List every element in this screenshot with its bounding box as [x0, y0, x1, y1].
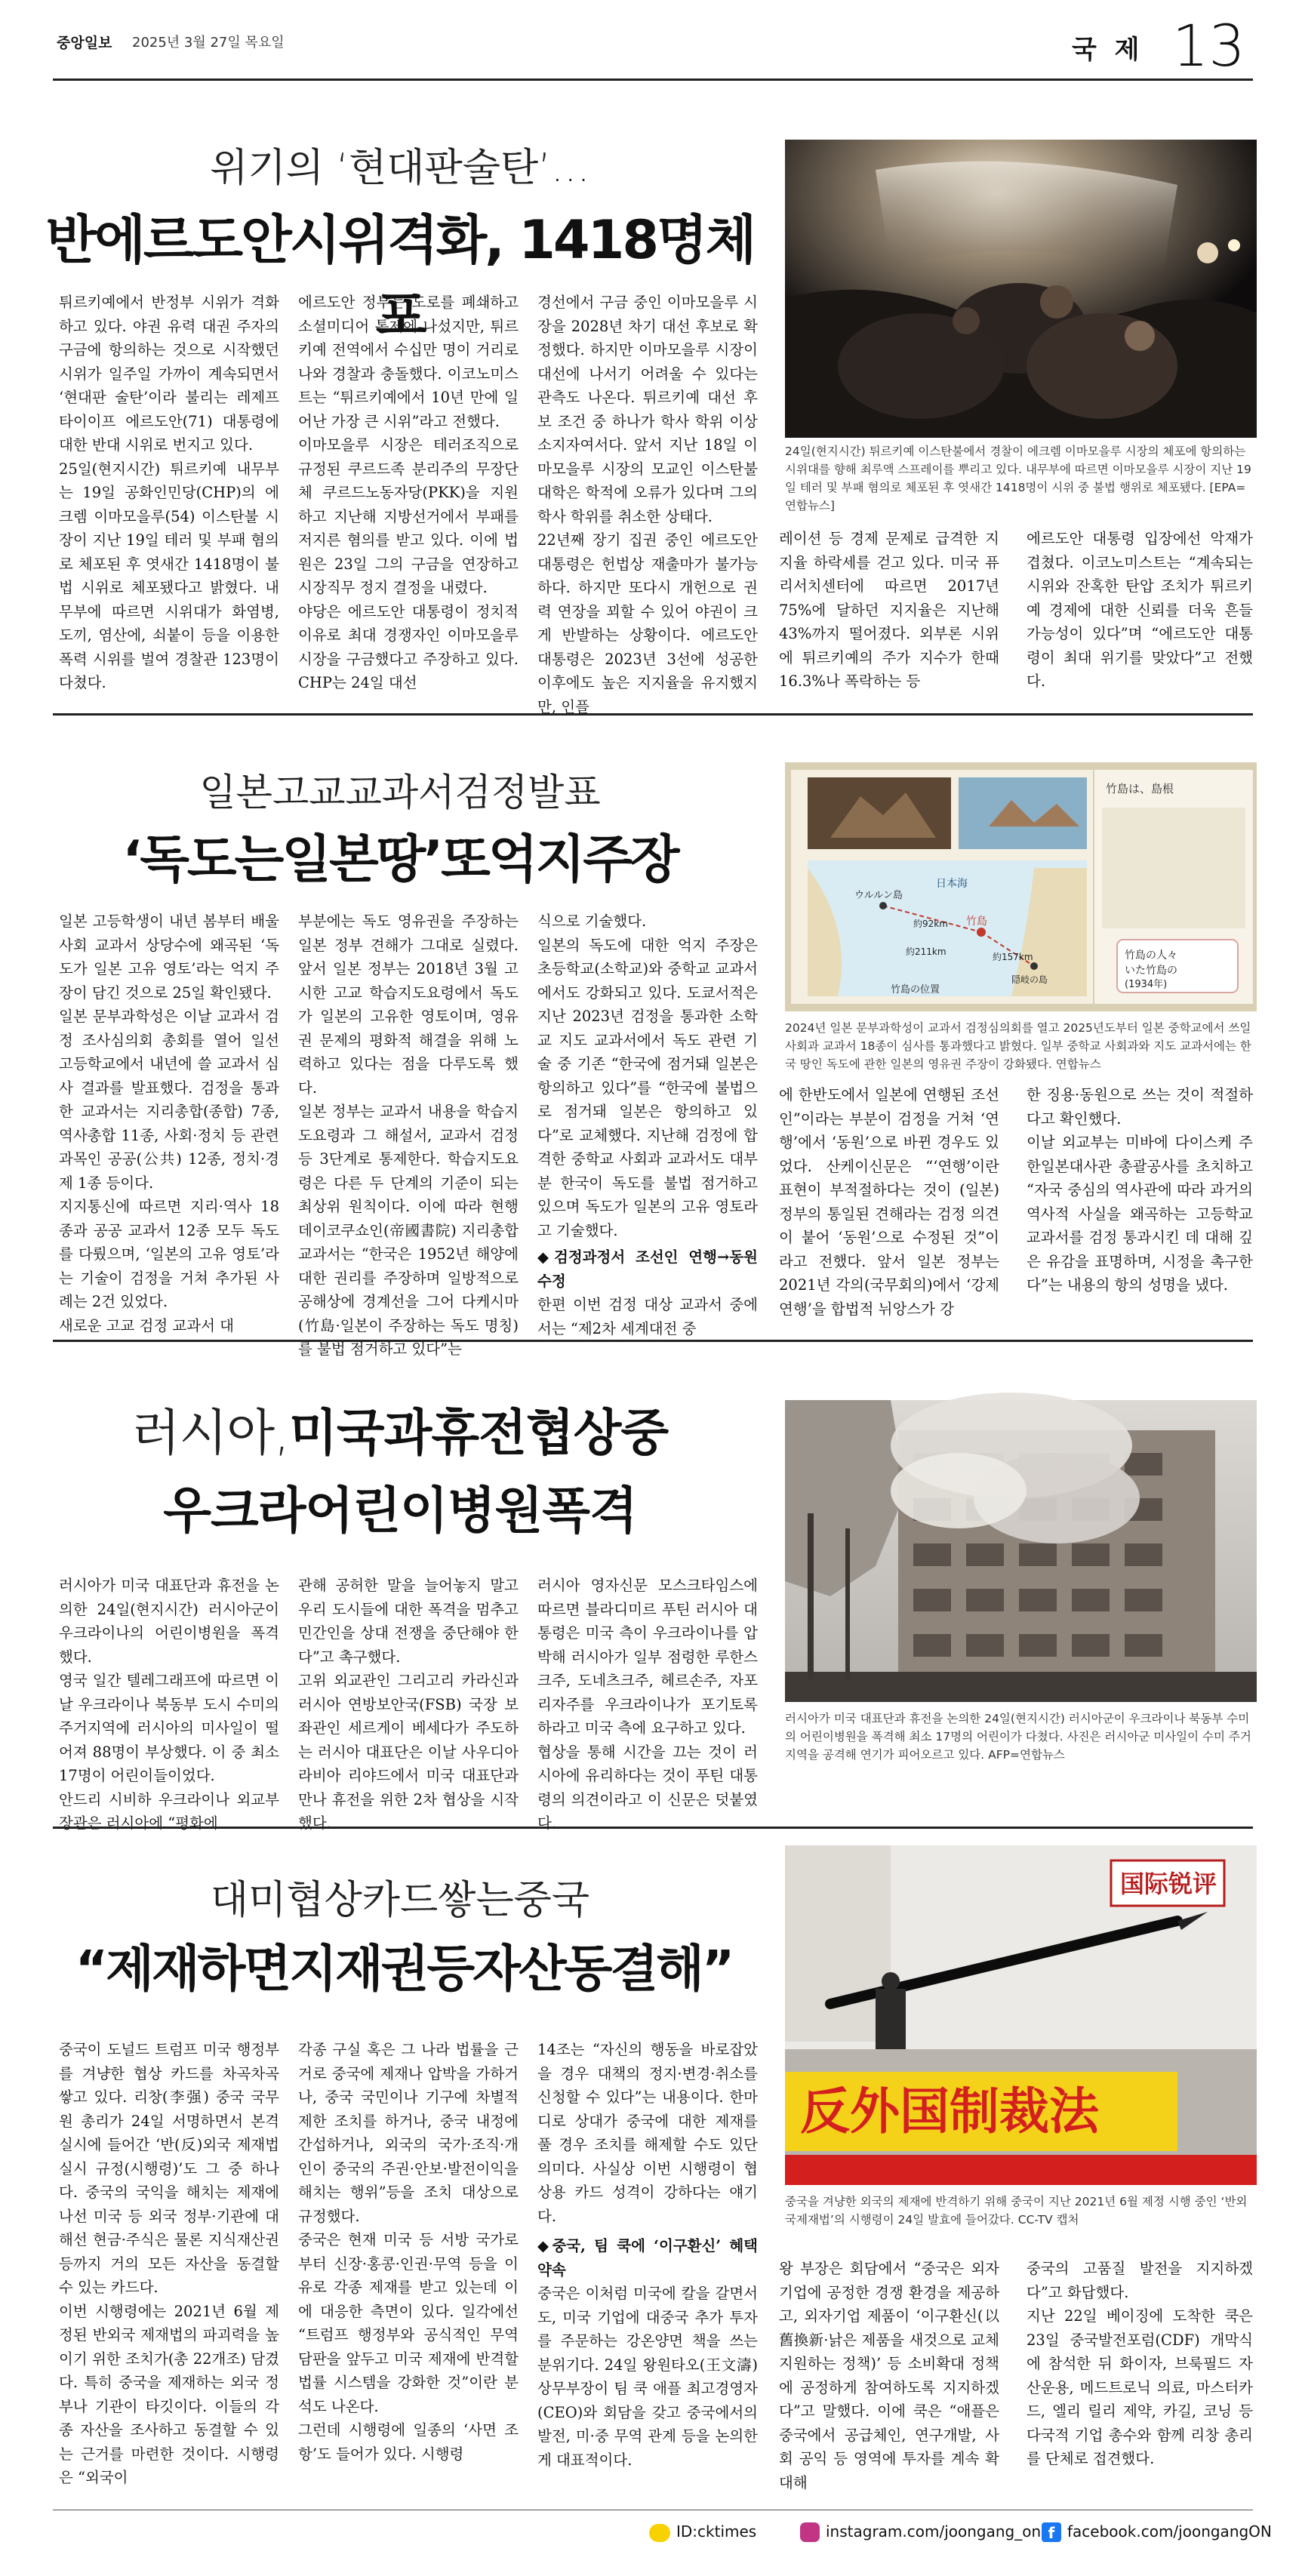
article2-subhead: ◆검정과정서 조선인 연행→동원 수정: [537, 1248, 758, 1290]
article2-column-3b: 한편 이번 검정 대상 교과서 중에서는 “제2차 세계대전 중: [537, 1296, 758, 1337]
article2-bottom-rule: [53, 1340, 1253, 1342]
sanctions-law-caption: 중국을 겨냥한 외국의 제재에 반격하기 위해 중국이 지난 2021년 6월 제정 시행 중인 ‘반외국제재법’의 시행령이 24일 발효에 들어갔다. CC-TV 캡처: [785, 2195, 1248, 2227]
article4-column-3b: 중국은 이처럼 미국에 칼을 갈면서도, 미국 기업에 대중국 추가 투자를 주문하는 강온양면 책을 쓰는 분위기다. 24일 왕원타오(王文濤) 상무부장이 팀 쿡 애플 최고경영자(CEO)와 회담을 갖고 중국에서의 발전, 미·중 무역 관계 등을 논의한 게 대표적이다.: [537, 2285, 758, 2469]
article4-column-3: 14조는 “자신의 행동을 바로잡았을 경우 대책의 정지·변경·취소를 신청할 수 있다”는 내용이다. 한마디로 상대가 중국에 대한 제재를 풀 경우 조치를 해제할 수도 있단 의미다. 사실상 이번 시행령이 협상용 카드 성격이 강하다는 얘기다.: [537, 2041, 758, 2225]
article1-bottom-rule: [53, 713, 1253, 716]
article1-column-3: 경선에서 구금 중인 이마모을루 시장을 2028년 차기 대선 후보로 확정했다. 하지만 이마모을루 시장이 대선에 나서기 어려울 수 있다는 관측도 나온다. 튀르키예 대선 후보 조건 중 하나가 학사 학위 이상 소지자여서다. 앞서 지난 18일 이마모을루 시장의 모교인 이스탄불대학은 학적에 오류가 있다며 그의 학사 학위를 취소한 상태다. 22년째 장기 집권 중인 에르도안 대통령은 헌법상 재출마가 불가능하다. 하지만 또다시 개헌으로 권력 연장을 꾀할 수 있어 야권이 크게 반발하는 상황이다. 에르도안 대통령은 2023년 3선에 성공한 이후에도 높은 지지율을 유지했지만, 인플: [537, 294, 758, 716]
article1-kicker: 위기의 ‘현대판술탄’…: [210, 146, 590, 191]
banner-text: 反外国制裁法: [800, 2082, 1099, 2141]
article4-column-2: 각종 구실 혹은 그 나라 법률을 근거로 중국에 제재나 압박을 가하거나, 중국 국민이나 기구에 차별적 제한 조치를 하거나, 중국 내정에 간섭하거나, 외국의 국가·조직·개인이 중국의 주권·안보·발전이익을 해치는 행위”등을 조치 대상으로 규정했다. 중국은 현재 미국 등 서방 국가로부터 신장·홍콩·인권·무역 등을 이유로 각종 제재를 받고 있는데 이에 대응한 측면이 있다. 일각에선 “트럼프 행정부와 공식적인 무역 담판을 앞두고 미국 제재에 반격할 법률 시스템을 강화한 것”이란 분석도 나온다. 그런데 시행령에 일종의 ‘사면 조항’도 들어가 있다. 시행령: [298, 2041, 519, 2463]
article2-kicker: 일본고교교과서검정발표: [199, 771, 601, 814]
masthead: [57, 12, 1257, 82]
article2-column-3-wrap: [537, 909, 758, 1337]
article3-column-3: 러시아 영자신문 모스크타임스에 따르면 블라디미르 푸틴 러시아 대통령은 미국 측이 우크라이나를 압박해 러시아가 일부 점령한 루한스크주, 도네츠크주, 헤르손주, 자포리자주를 우크라이나가 포기토록 하라고 미국 측에 요구하고 있다. 협상을 통해 시간을 끄는 것이 러시아에 유리하다는 것이 푸틴 대통령의 의견이라고 이 신문은 덧붙였다.: [537, 1577, 758, 1832]
article1-column-1: 튀르키예에서 반정부 시위가 격화하고 있다. 야권 유력 대권 주자의 구금에 항의하는 것으로 시작했던 시위가 일주일 가까이 계속되면서 ‘현대판 술탄’이라 불리는 레제프 타이이프 에르도안(71) 대통령에 대한 반대 시위로 번지고 있다. 25일(현지시간) 튀르키예 내무부는 19일 공화인민당(CHP)의 에크렘 이마모을루(54) 이스탄불 시장이 지난 19일 테러 및 부패 혐의로 체포된 후 엿새간 1418명이 불법 시위로 체포됐다고 밝혔다. 내무부에 따르면 시위대가 화염병, 도끼, 염산에, 쇠붙이 등을 이용한 폭력 시위를 벌여 경찰관 123명이 다쳤다.: [59, 294, 279, 691]
book-text-top: 竹島は、島根: [1106, 782, 1174, 796]
hospital-strike-caption: 러시아가 미국 대표단과 휴전을 논의한 24일(현지시간) 러시아군이 우크라이나 북동부 수미의 어린이병원을 폭격해 최소 17명의 어린이가 다쳤다. 사진은 러시아군 미사일이 수미 주거 지역을 공격해 연기가 피어오르고 있다. AFP=연합뉴스: [785, 1712, 1251, 1762]
kakao-icon: [649, 2524, 670, 2542]
stamp-text: 国际锐评: [1120, 1870, 1217, 1898]
article4-column-4: 왕 부장은 회담에서 “중국은 외자기업에 공정한 경쟁 환경을 제공하고, 외자기업 제품이 ‘이구환신(以舊換新·낡은 제품을 새것으로 교체 지원하는 정책)’ 등 소비확대 정책에 공정하게 참여하도록 지지하겠다”고 말했다. 이에 쿡은 “애플은 중국에서 공급체인, 연구개발, 사회 공익 등 영역에 투자를 계속 확대해: [779, 2260, 999, 2491]
section-name: 국 제: [1072, 35, 1144, 65]
issue-date: 2025년 3월 27일 목요일: [132, 35, 285, 51]
article4-column-3-wrap: [537, 2038, 758, 2491]
article3-headline-line1: [53, 1393, 747, 1464]
article2-column-5: 한 징용·동원으로 쓰는 것이 적절하다고 확인했다. 이날 외교부는 미바에 다이스케 주한일본대사관 총괄공사를 초치하고 “자국 중심의 역사관에 따라 과거의 역사적 사실을 왜곡하는 고등학교 교과서를 검정 통과시킨 데 대해 깊은 유감을 표명하며, 시정을 촉구한다”는 내용의 항의 성명을 냈다.: [1027, 1086, 1253, 1294]
article1-column-5: 에르도안 대통령 입장에선 악재가 겹쳤다. 이코노미스트는 “계속되는 시위와 잔혹한 탄압 조치가 튀르키예 경제에 대한 신뢰를 더욱 흔들 가능성이 있다”며 “에르도안 대통령이 최대 위기를 맞았다”고 전했다.: [1027, 530, 1253, 690]
footer: [649, 2521, 1272, 2559]
article1-headline: 반에르도안시위격화, 1418명체포: [45, 209, 755, 347]
map-label-distance-2: 約211km: [906, 946, 946, 957]
article2-headline: ‘독도는일본땅’또억지주장: [122, 830, 678, 890]
kakao-id[interactable]: ID:cktimes: [676, 2522, 757, 2541]
article2-column-3: 식으로 기술했다. 일본의 독도에 대한 억지 주장은 초등학교(소학교)와 중학교 교과서에서도 강화되고 있다. 도쿄서적은 지난 2023년 검정을 통과한 소학교 지도 교과서에서 독도 관련 기술 중 기존 “한국에 점거돼 일본은 항의하고 있다”를 “한국에 불법으로 점거돼 일본은 항의하고 있다”로 교체했다. 지난해 검정에 합격한 중학교 사회과 교과서도 대부분 한국이 독도를 불법 점거하고 있으며 독도가 일본의 고유 영토라고 기술했다.: [537, 913, 758, 1239]
sanctions-law-photo: [785, 1845, 1257, 2185]
article4-kicker: 대미협상카드쌓는중국: [210, 1878, 590, 1923]
textbook-photo: [785, 762, 1257, 1011]
article3-kicker: 러시아,: [131, 1404, 290, 1462]
article4-subhead: ◆중국, 팀 쿡에 ‘이구환신’ 혜택 약속: [537, 2237, 758, 2279]
article4-column-5: 중국의 고품질 발전을 지지하겠다”고 화답했다. 지난 22일 베이징에 도착한 쿡은 23일 중국발전포럼(CDF) 개막식에 참석한 뒤 화이자, 브룩필드 자산운용, 메드트로닉 의료, 마스터카드, 엘리 릴리 제약, 카길, 코닝 등 다국적 기업 총수와 함께 리창 총리를 단체로 접견했다.: [1027, 2260, 1253, 2467]
article2-column-2: 부분에는 독도 영유권을 주장하는 일본 정부 견해가 그대로 실렸다. 앞서 일본 정부는 2018년 3월 고시한 고교 학습지도요령에서 독도가 일본의 고유한 영토이며, 영유권 문제의 평화적 해결을 위해 노력하고 있다는 점을 다루도록 했다. 일본 정부는 교과서 내용을 학습지도요령과 그 해설서, 교과서 검정 등 3단계로 통제한다. 학습지도요령은 다른 두 단계의 기준이 되는 최상위 원칙이다. 이에 따라 현행 데이코쿠쇼인(帝國書院) 지리총합 교과서는 “한국은 1952년 해양에 대한 권리를 주장하며 일방적으로 공해상에 경계선을 그어 다케시마(竹島·일본이 주장하는 독도 명칭)를 불법 점거하고 있다”는: [298, 913, 519, 1358]
masthead-rule: [53, 78, 1253, 81]
article4-column-1: 중국이 도널드 트럼프 미국 행정부를 겨냥한 협상 카드를 차곡차곡 쌓고 있다. 리창(李强) 중국 국무원 총리가 24일 서명하면서 본격 실시에 들어간 ‘반(反)외국 제재법 실시 규정(시행령)’도 그 중 하나다. 중국의 국익을 해치는 제재에 나선 미국 등 외국 정부·기관에 대해선 현금·주식은 물론 지식재산권 등까지 거의 모든 자산을 동결할 수 있는 카드다. 이번 시행령에는 2021년 6월 제정된 반외국 제재법의 파괴력을 높이기 위한 조치가(총 22개조) 담겼다. 특히 중국을 제재하는 외국 정부나 기관이 타깃이다. 이들의 각종 자산을 조사하고 동결할 수 있는 근거를 마련한 것이다. 시행령은 “외국이: [59, 2041, 279, 2486]
book-box-line2: いた竹島の: [1125, 965, 1177, 977]
facebook-icon: f: [1042, 2522, 1061, 2542]
map-label-oki: 隠岐の島: [1011, 974, 1048, 985]
article2-column-4: 에 한반도에서 일본에 연행된 조선인”이라는 부분이 검정을 거쳐 ‘연행’에서 ‘동원’으로 바뀐 경우도 있었다. 산케이신문은 “‘연행’이란 표현이 부적절하다는 것이 (일본) 정부의 통일된 견해라는 검정 의견이 붙어 ‘동원’으로 수정된 것”이라고 전했다. 앞서 일본 정부는 2021년 각의(국무회의)에서 ‘강제연행’을 합법적 뉘앙스가 강: [779, 1086, 999, 1318]
article1-column-4: 레이션 등 경제 문제로 급격한 지지율 하락세를 걷고 있다. 미국 퓨리서치센터에 따르면 2017년 75%에 달하던 지지율은 지난해 43%까지 떨어졌다. 외부론 시위에 튀르키예의 주가 지수가 한때 16.3%나 폭락하는 등: [779, 530, 999, 690]
map-label-distance-1: 約92km: [913, 919, 948, 929]
instagram-icon: [800, 2522, 820, 2542]
article3-headline-part: 미국과휴전협상중: [289, 1404, 669, 1462]
map-label-distance-3: 約157km: [993, 952, 1033, 962]
map-label-ulleung: ウルルン島: [854, 890, 903, 901]
article3-bottom-rule: [53, 1827, 1253, 1829]
article3-column-2: 관해 공허한 말을 늘어놓지 말고 우리 도시들에 대한 폭격을 멈추고 민간인을 상대 전쟁을 중단해야 한다”고 촉구했다. 고위 외교관인 그리고리 카라신과 러시아 연방보안국(FSB) 국장 보좌관인 세르게이 베세다가 주도하는 러시아 대표단은 이날 사우디아라비아 리야드에서 미국 대표단과 만나 휴전을 위한 2차 협상을 시작했다.: [298, 1577, 519, 1832]
article4-headline: “제재하면지재권등자산동결해”: [75, 1940, 733, 1998]
hospital-strike-photo: [785, 1400, 1257, 1702]
protest-photo: [785, 140, 1257, 438]
book-box-line3: (1934年): [1125, 979, 1168, 990]
instagram-link[interactable]: instagram.com/joongang_on: [826, 2522, 1042, 2541]
article1-column-2: 에르도안 정부는 도로를 폐쇄하고 소셜미디어 통제에 나섰지만, 튀르키예 전역에서 수십만 명이 거리로 나와 경찰과 충돌했다. 이코노미스트는 “튀르키예에서 10년 만에 일어난 가장 큰 시위”라고 전했다. 이마모을루 시장은 테러조직으로 규정된 쿠르드족 분리주의 무장단체 쿠르드노동자당(PKK)을 지원하고 지난해 지방선거에서 부패를 저지른 혐의를 받고 있다. 이에 법원은 23일 그의 구금을 연장하고 시장직무 정지 결정을 내렸다. 야당은 에르도안 대통령이 정치적 이유로 최대 경쟁자인 이마모을루 시장을 구금했다고 주장하고 있다. CHP는 24일 대선: [298, 294, 519, 691]
book-box-line1: 竹島の人々: [1125, 949, 1177, 962]
article3-headline-line2: 우크라어린이병원폭격: [163, 1482, 637, 1540]
protest-photo-caption: 24일(현지시간) 튀르키예 이스탄불에서 경찰이 에크렘 이마모을루 시장의 체포에 항의하는 시위대를 향해 최루액 스프레이를 뿌리고 있다. 내무부에 따르면 이마모을루 시장이 지난 19일 테러 및 부패 혐의로 체포된 후 엿새간 1418명이 시위 중 불법 행위로 체포됐다. [EPA=연합뉴스]: [785, 445, 1251, 512]
facebook-link[interactable]: facebook.com/joongangON: [1067, 2522, 1272, 2541]
map-label-sea: 日本海: [936, 878, 968, 890]
map-label-takeshima: 竹島: [966, 916, 987, 928]
article2-column-1: 일본 고등학생이 내년 봄부터 배울 사회 교과서 상당수에 왜곡된 ‘독도가 일본 고유 영토’라는 억지 주장이 담긴 것으로 25일 확인됐다. 일본 문부과학성은 이날 교과서 검정 조사심의회 총회를 열어 일선 고등학교에서 내년에 쓸 교과서 심사 결과를 발표했다. 검정을 통과한 교과서는 지리총합(종합) 7종, 역사총합 11종, 사회·정치 등 관련 과목인 공공(公共) 12종, 정치·경제 1종 등이다. 지지통신에 따르면 지리·역사 18종과 공공 교과서 12종 모두 독도를 다뤘으며, ‘일본의 고유 영토’라는 기술이 검정을 거쳐 추가된 사례는 2건 있었다. 새로운 고교 검정 교과서 대: [59, 913, 279, 1334]
map-title: 竹島の位置: [891, 984, 940, 996]
textbook-photo-caption: 2024년 일본 문부과학성이 교과서 검정심의회를 열고 2025년도부터 일본 중학교에서 쓰일 사회과 교과서 18종이 심사를 통과했다고 밝혔다. 일부 중학교 사회과와 지도 교과서에는 한국 땅인 독도에 관한 일본의 영유권 주장이 강화됐다. 연합뉴스: [785, 1021, 1251, 1071]
paper-name: 중앙일보: [57, 35, 112, 51]
article3-column-1: 러시아가 미국 대표단과 휴전을 논의한 24일(현지시간) 러시아군이 우크라이나의 어린이병원을 폭격했다. 영국 일간 텔레그래프에 따르면 이날 우크라이나 북동부 도시 수미의 주거지역에 러시아의 미사일이 떨어져 88명이 부상했다. 이 중 최소 17명이 어린이들이었다. 안드리 시비하 우크라이나 외교부 장관은 러시아에 “평화에: [59, 1577, 279, 1832]
page-number: 13: [1172, 12, 1245, 79]
